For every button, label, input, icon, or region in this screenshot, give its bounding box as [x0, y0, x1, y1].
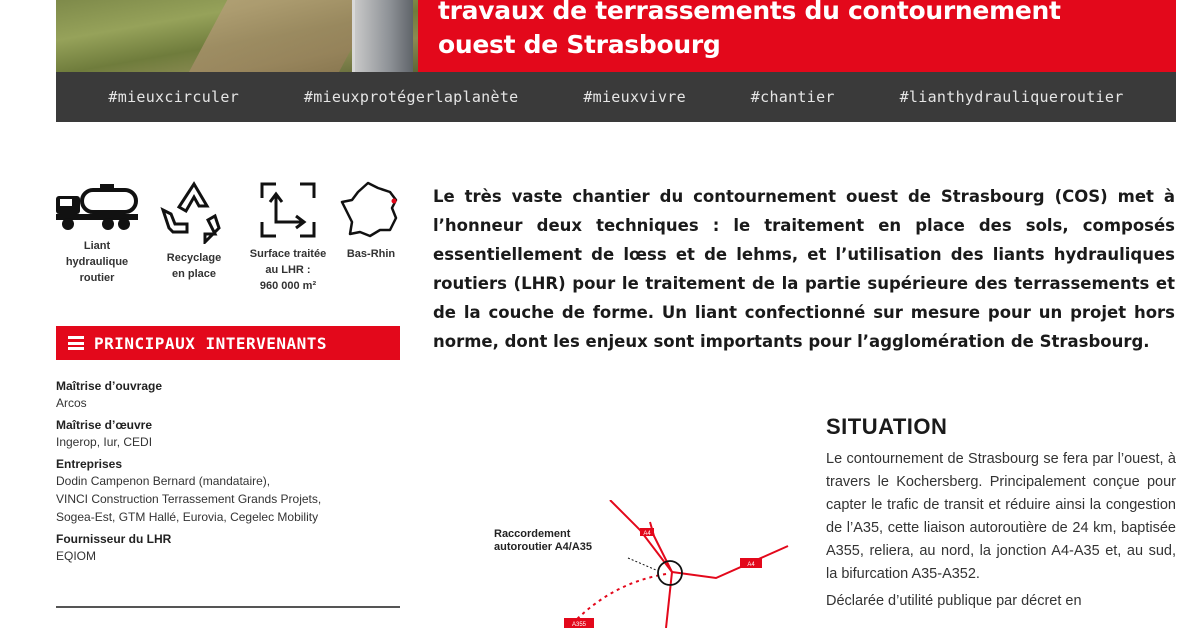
france-map-icon [340, 180, 402, 240]
section-divider [56, 606, 400, 608]
fact-label: Bas-Rhin [346, 248, 396, 260]
stakeholders-header [56, 326, 400, 360]
fact-label: Surface traitée au LHR : 960 000 m² [249, 248, 327, 292]
stakeholder-item [56, 531, 400, 565]
hashtag-link[interactable]: #lianthydrauliqueroutier [899, 88, 1124, 106]
page-title: travaux de terrassements du contournement ouest de Strasbourg [438, 0, 1061, 59]
fact-label: Recyclage en place [166, 252, 222, 280]
fact-location [338, 180, 404, 262]
location-map [480, 500, 800, 628]
road-label: A355 [571, 622, 587, 628]
stakeholders-list [56, 378, 400, 570]
situation-text: Le contournement de Strasbourg se fera par l’ouest, à travers le Kochersberg. Principalement conçue pour capter le trafic de transit et réduire ainsi la congestion de l’A35, cette liaison autoroutière de 24 km, baptisée A355, reliera, au nord, la jonction A4-A35 et, au sud, la bifurcation A35-A352. [826, 451, 1176, 582]
stakeholder-name: Arcos [56, 396, 87, 410]
hashtag-bar [56, 72, 1176, 122]
section-title: PRINCIPAUX INTERVENANTS [94, 333, 328, 353]
fact-surface [238, 180, 338, 294]
hashtag-link[interactable]: #mieuxvivre [583, 88, 686, 106]
stakeholder-role: Maîtrise d’œuvre [56, 418, 153, 432]
recycling-icon [159, 180, 229, 244]
situation-section [826, 414, 1176, 613]
truck-tanker-icon [54, 180, 140, 232]
situation-text-continued: Déclarée d’utilité publique par décret en [826, 593, 1082, 609]
stakeholder-name: EQIOM [56, 549, 97, 563]
intro-paragraph: Le très vaste chantier du contournement ouest de Strasbourg (COS) met à l’honneur deux techniques : le traitement en place des sols, composés essentiellement de lœss et de lehms, et l’utilisation des liants hydrauliques routiers (LHR) pour le traitement de la partie supérieure des terrassements et de la couche de forme. Un liant confectionné sur mesure pour un projet hors norme, dont les enjeux sont importants pour l’agglomération de Strasbourg. [433, 187, 1175, 351]
stakeholder-role: Entreprises [56, 457, 123, 471]
hashtag-link[interactable]: #chantier [750, 88, 835, 106]
stakeholder-item [56, 456, 400, 526]
fact-binder [54, 180, 140, 286]
hashtag-link[interactable]: #mieuxprotégerlaplanète [303, 88, 519, 106]
surface-area-icon [258, 180, 318, 240]
stakeholder-item [56, 378, 400, 412]
road-label: A4 [747, 562, 755, 568]
stakeholder-role: Maîtrise d’ouvrage [56, 379, 163, 393]
stakeholder-role: Fournisseur du LHR [56, 532, 172, 546]
stakeholder-name: Dodin Campenon Bernard (mandataire), VINCI Construction Terrassement Grands Projets, Sogea-Est, GTM Hallé, Eurovia, Cegelec Mobility [56, 474, 322, 524]
hashtag-link[interactable]: #mieuxcirculer [108, 88, 240, 106]
map-caption: Raccordement autoroutier A4/A35 [494, 528, 593, 553]
stakeholder-name: Ingerop, Iur, CEDI [56, 435, 153, 449]
section-heading: SITUATION [826, 414, 948, 439]
project-facts [54, 180, 404, 310]
menu-icon [68, 336, 84, 350]
road-label: A4 [643, 531, 651, 537]
fact-recycling [154, 180, 234, 282]
construction-site-photo [56, 0, 418, 72]
stakeholder-item [56, 417, 400, 451]
fact-label: Liant hydraulique routier [65, 240, 129, 284]
